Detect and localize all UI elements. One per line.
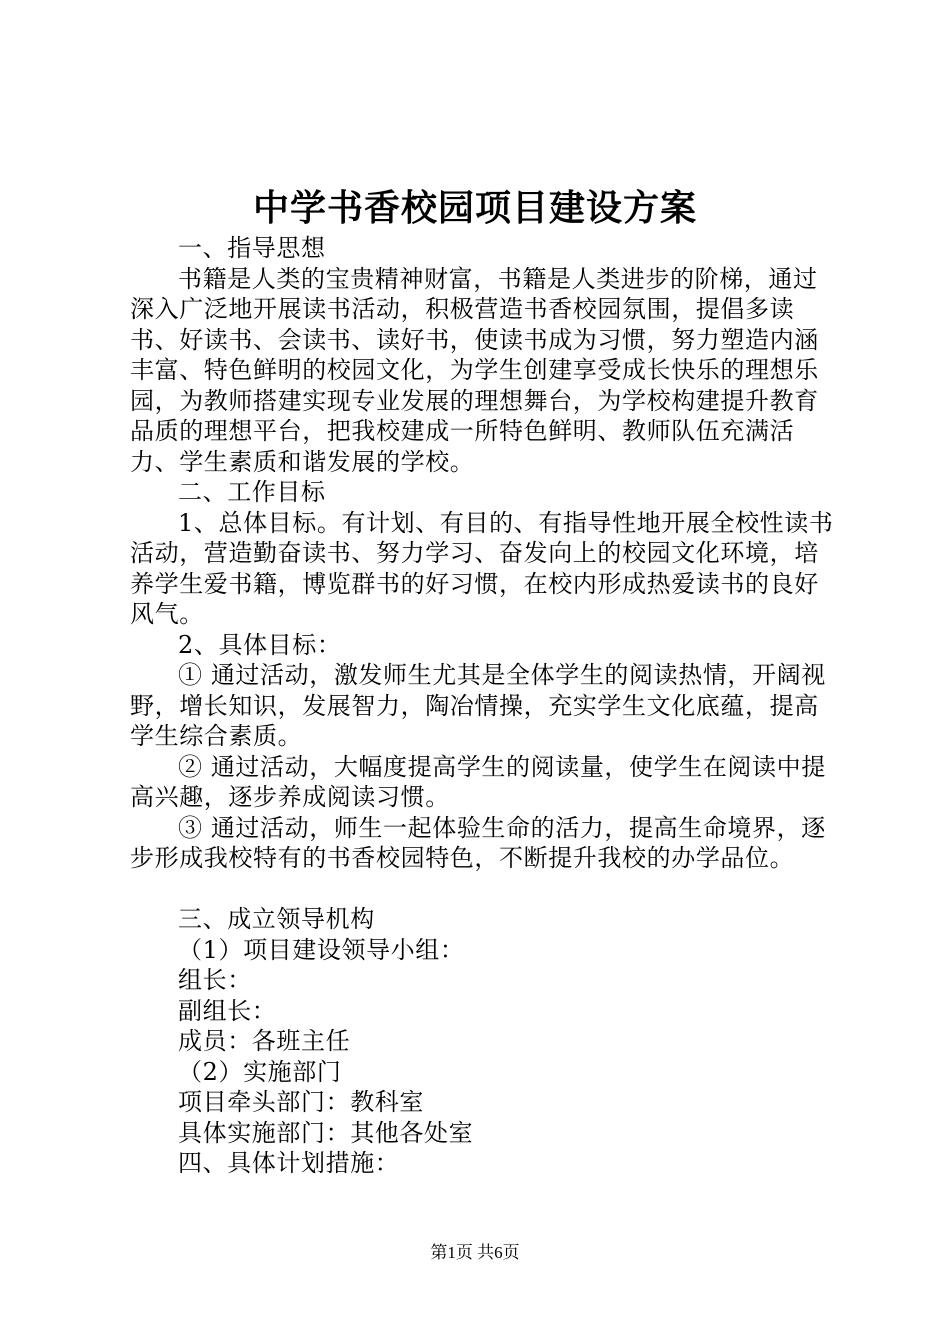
goal-item-2: ② 通过活动，大幅度提高学生的阅读量，使学生在阅读中提高兴趣，逐步养成阅读习惯。 <box>130 752 826 811</box>
paragraph-overall-goal: 1、总体目标。有计划、有目的、有指导性地开展全校性读书活动，营造勤奋读书、努力学习、奋发向上的校园文化环境，培养学生爱书籍，博览群书的好习惯，在校内形成热爱读书的良好风气。 <box>130 508 834 628</box>
members-line: 成员：各班主任 <box>178 1027 351 1055</box>
implementation-dept-heading: （2）实施部门 <box>178 1057 342 1086</box>
deputy-leader-line: 副组长： <box>178 996 277 1025</box>
lead-department-line: 项目牵头部门：教科室 <box>178 1088 424 1116</box>
goal-item-3: ③ 通过活动，师生一起体验生命的活力，提高生命境界，逐步形成我校特有的书香校园特色，不断提升我校的办学品位。 <box>130 813 826 872</box>
document-title: 中学书香校园项目建设方案 <box>252 187 697 229</box>
implementing-departments-line: 具体实施部门：其他各处室 <box>178 1118 474 1147</box>
leadership-group-heading: （1）项目建设领导小组： <box>178 935 465 964</box>
subheading-specific-goals: 2、具体目标： <box>178 630 342 659</box>
blank-line <box>130 874 840 905</box>
page-number-footer: 第1页 共6页 <box>430 1243 520 1262</box>
section-heading-measures: 四、具体计划措施： <box>178 1149 400 1177</box>
section-heading-work-goals: 二、工作目标 <box>178 478 326 506</box>
section-heading-leadership: 三、成立领导机构 <box>178 905 375 933</box>
document-body <box>130 233 840 1179</box>
section-heading-guiding-ideology: 一、指导思想 <box>178 234 326 262</box>
paragraph-guiding-ideology: 书籍是人类的宝贵精神财富，书籍是人类进步的阶梯，通过深入广泛地开展读书活动，积极营造书香校园氛围，提倡多读书、好读书、会读书、读好书，使读书成为习惯，努力塑造内涵丰富、特色鲜明的校园文化，为学生创建享受成长快乐的理想乐园，为教师搭建实现专业发展的理想舞台，为学校构建提升教育品质的理想平台，把我校建成一所特色鲜明、教师队伍充满活力、学生素质和谐发展的学校。 <box>130 264 819 476</box>
group-leader-line: 组长： <box>178 966 252 994</box>
goal-item-1: ① 通过活动，激发师生尤其是全体学生的阅读热情，开阔视野，增长知识，发展智力，陶冶情操，充实学生文化底蕴，提高学生综合素质。 <box>130 661 826 750</box>
